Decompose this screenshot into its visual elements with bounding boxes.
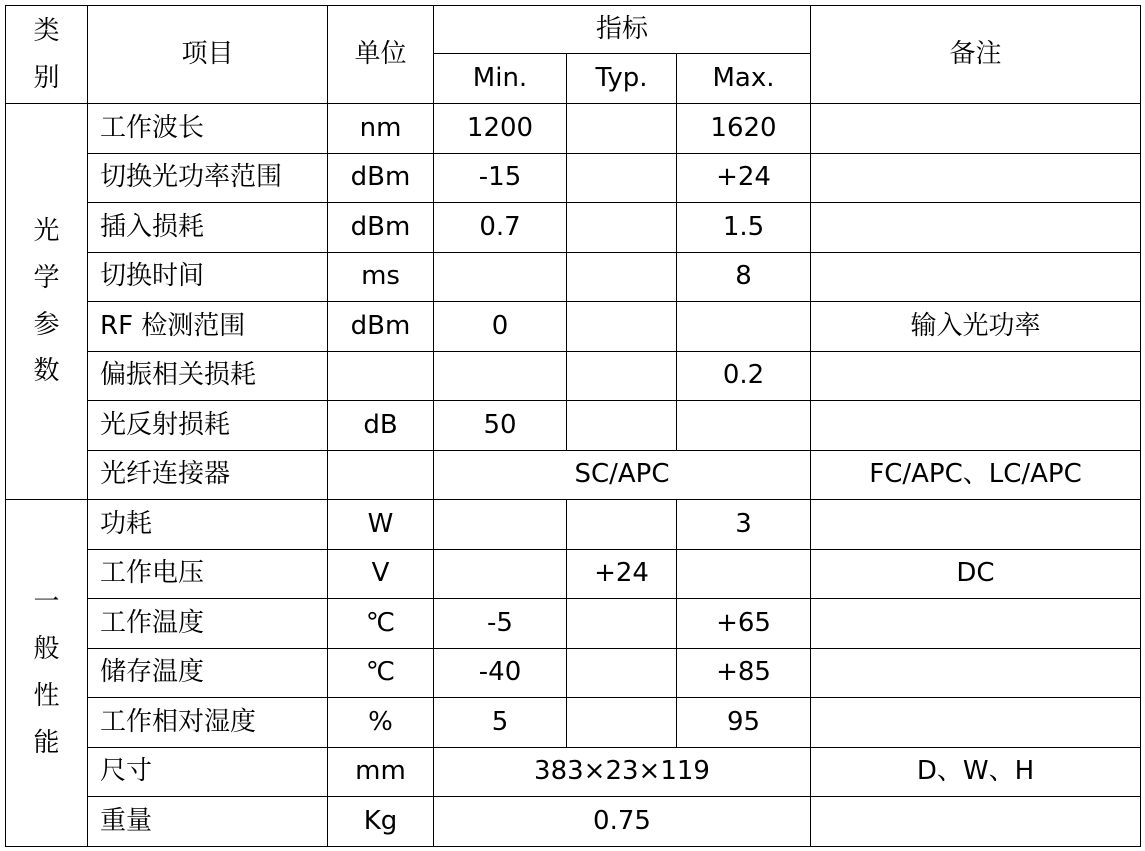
- note-cell: [811, 599, 1141, 649]
- table-row: [6, 302, 1141, 352]
- typ-cell: [567, 351, 677, 401]
- item-cell: 光纤连接器: [88, 450, 328, 500]
- note-cell: DC: [811, 549, 1141, 599]
- item-cell: 工作相对湿度: [88, 698, 328, 748]
- value-cell: SC/APC: [434, 450, 811, 500]
- item-cell: 切换光功率范围: [88, 153, 328, 203]
- max-cell: +24: [677, 153, 811, 203]
- table-row: [6, 450, 1141, 500]
- max-cell: 1620: [677, 104, 811, 154]
- table-row: [6, 104, 1141, 154]
- item-cell: 偏振相关损耗: [88, 351, 328, 401]
- table-row: [6, 797, 1141, 847]
- note-cell: [811, 648, 1141, 698]
- max-cell: 3: [677, 500, 811, 550]
- header-note: 备注: [811, 6, 1141, 104]
- min-cell: -15: [434, 153, 567, 203]
- typ-cell: [567, 648, 677, 698]
- item-cell: 插入损耗: [88, 203, 328, 253]
- min-cell: [434, 500, 567, 550]
- item-cell: RF 检测范围: [88, 302, 328, 352]
- note-cell: [811, 252, 1141, 302]
- typ-cell: [567, 252, 677, 302]
- unit-cell: ms: [328, 252, 434, 302]
- header-item: 项目: [88, 6, 328, 104]
- typ-cell: [567, 698, 677, 748]
- table-row: [6, 500, 1141, 550]
- item-cell: 重量: [88, 797, 328, 847]
- unit-cell: dBm: [328, 302, 434, 352]
- typ-cell: [567, 599, 677, 649]
- general-category-cell: [6, 500, 88, 847]
- header-typ: Typ.: [567, 54, 677, 104]
- item-cell: 尺寸: [88, 747, 328, 797]
- item-cell: 切换时间: [88, 252, 328, 302]
- min-cell: 1200: [434, 104, 567, 154]
- min-cell: [434, 252, 567, 302]
- general-category-label: 一般性能: [33, 587, 60, 758]
- spec-table: [5, 5, 1141, 847]
- typ-cell: [567, 153, 677, 203]
- note-cell: [811, 500, 1141, 550]
- typ-cell: [567, 500, 677, 550]
- max-cell: 95: [677, 698, 811, 748]
- note-cell: [811, 698, 1141, 748]
- min-cell: 5: [434, 698, 567, 748]
- table-row: [6, 549, 1141, 599]
- note-cell: D、W、H: [811, 747, 1141, 797]
- typ-cell: [567, 104, 677, 154]
- max-cell: [677, 549, 811, 599]
- note-cell: FC/APC、LC/APC: [811, 450, 1141, 500]
- min-cell: [434, 549, 567, 599]
- note-cell: [811, 351, 1141, 401]
- max-cell: 8: [677, 252, 811, 302]
- min-cell: 0.7: [434, 203, 567, 253]
- item-cell: 工作电压: [88, 549, 328, 599]
- header-max: Max.: [677, 54, 811, 104]
- unit-cell: [328, 351, 434, 401]
- unit-cell: W: [328, 500, 434, 550]
- table-row: [6, 203, 1141, 253]
- min-cell: 50: [434, 401, 567, 451]
- unit-cell: mm: [328, 747, 434, 797]
- table-row: [6, 698, 1141, 748]
- min-cell: -5: [434, 599, 567, 649]
- item-cell: 工作波长: [88, 104, 328, 154]
- unit-cell: ℃: [328, 599, 434, 649]
- max-cell: +85: [677, 648, 811, 698]
- table-row: [6, 252, 1141, 302]
- note-cell: [811, 203, 1141, 253]
- header-category: 类别: [6, 6, 88, 104]
- min-cell: 0: [434, 302, 567, 352]
- unit-cell: dBm: [328, 203, 434, 253]
- item-cell: 储存温度: [88, 648, 328, 698]
- note-cell: [811, 401, 1141, 451]
- table-row: [6, 648, 1141, 698]
- table-row: [6, 351, 1141, 401]
- unit-cell: Kg: [328, 797, 434, 847]
- unit-cell: ℃: [328, 648, 434, 698]
- max-cell: 0.2: [677, 351, 811, 401]
- unit-cell: dB: [328, 401, 434, 451]
- item-cell: 功耗: [88, 500, 328, 550]
- typ-cell: [567, 401, 677, 451]
- table-row: [6, 153, 1141, 203]
- value-cell: 383×23×119: [434, 747, 811, 797]
- unit-cell: [328, 450, 434, 500]
- optical-category-cell: [6, 104, 88, 500]
- item-cell: 工作温度: [88, 599, 328, 649]
- table-row: [6, 401, 1141, 451]
- typ-cell: [567, 302, 677, 352]
- typ-cell: +24: [567, 549, 677, 599]
- unit-cell: nm: [328, 104, 434, 154]
- min-cell: -40: [434, 648, 567, 698]
- optical-category-label: 光学参数: [33, 215, 60, 387]
- max-cell: [677, 302, 811, 352]
- note-cell: [811, 153, 1141, 203]
- note-cell: [811, 104, 1141, 154]
- item-cell: 光反射损耗: [88, 401, 328, 451]
- unit-cell: %: [328, 698, 434, 748]
- table-row: [6, 599, 1141, 649]
- note-cell: [811, 797, 1141, 847]
- typ-cell: [567, 203, 677, 253]
- max-cell: +65: [677, 599, 811, 649]
- max-cell: 1.5: [677, 203, 811, 253]
- max-cell: [677, 401, 811, 451]
- value-cell: 0.75: [434, 797, 811, 847]
- table-row: [6, 747, 1141, 797]
- unit-cell: dBm: [328, 153, 434, 203]
- note-cell: 输入光功率: [811, 302, 1141, 352]
- header-unit: 单位: [328, 6, 434, 104]
- min-cell: [434, 351, 567, 401]
- header-spec: 指标: [434, 6, 811, 54]
- unit-cell: V: [328, 549, 434, 599]
- header-min: Min.: [434, 54, 567, 104]
